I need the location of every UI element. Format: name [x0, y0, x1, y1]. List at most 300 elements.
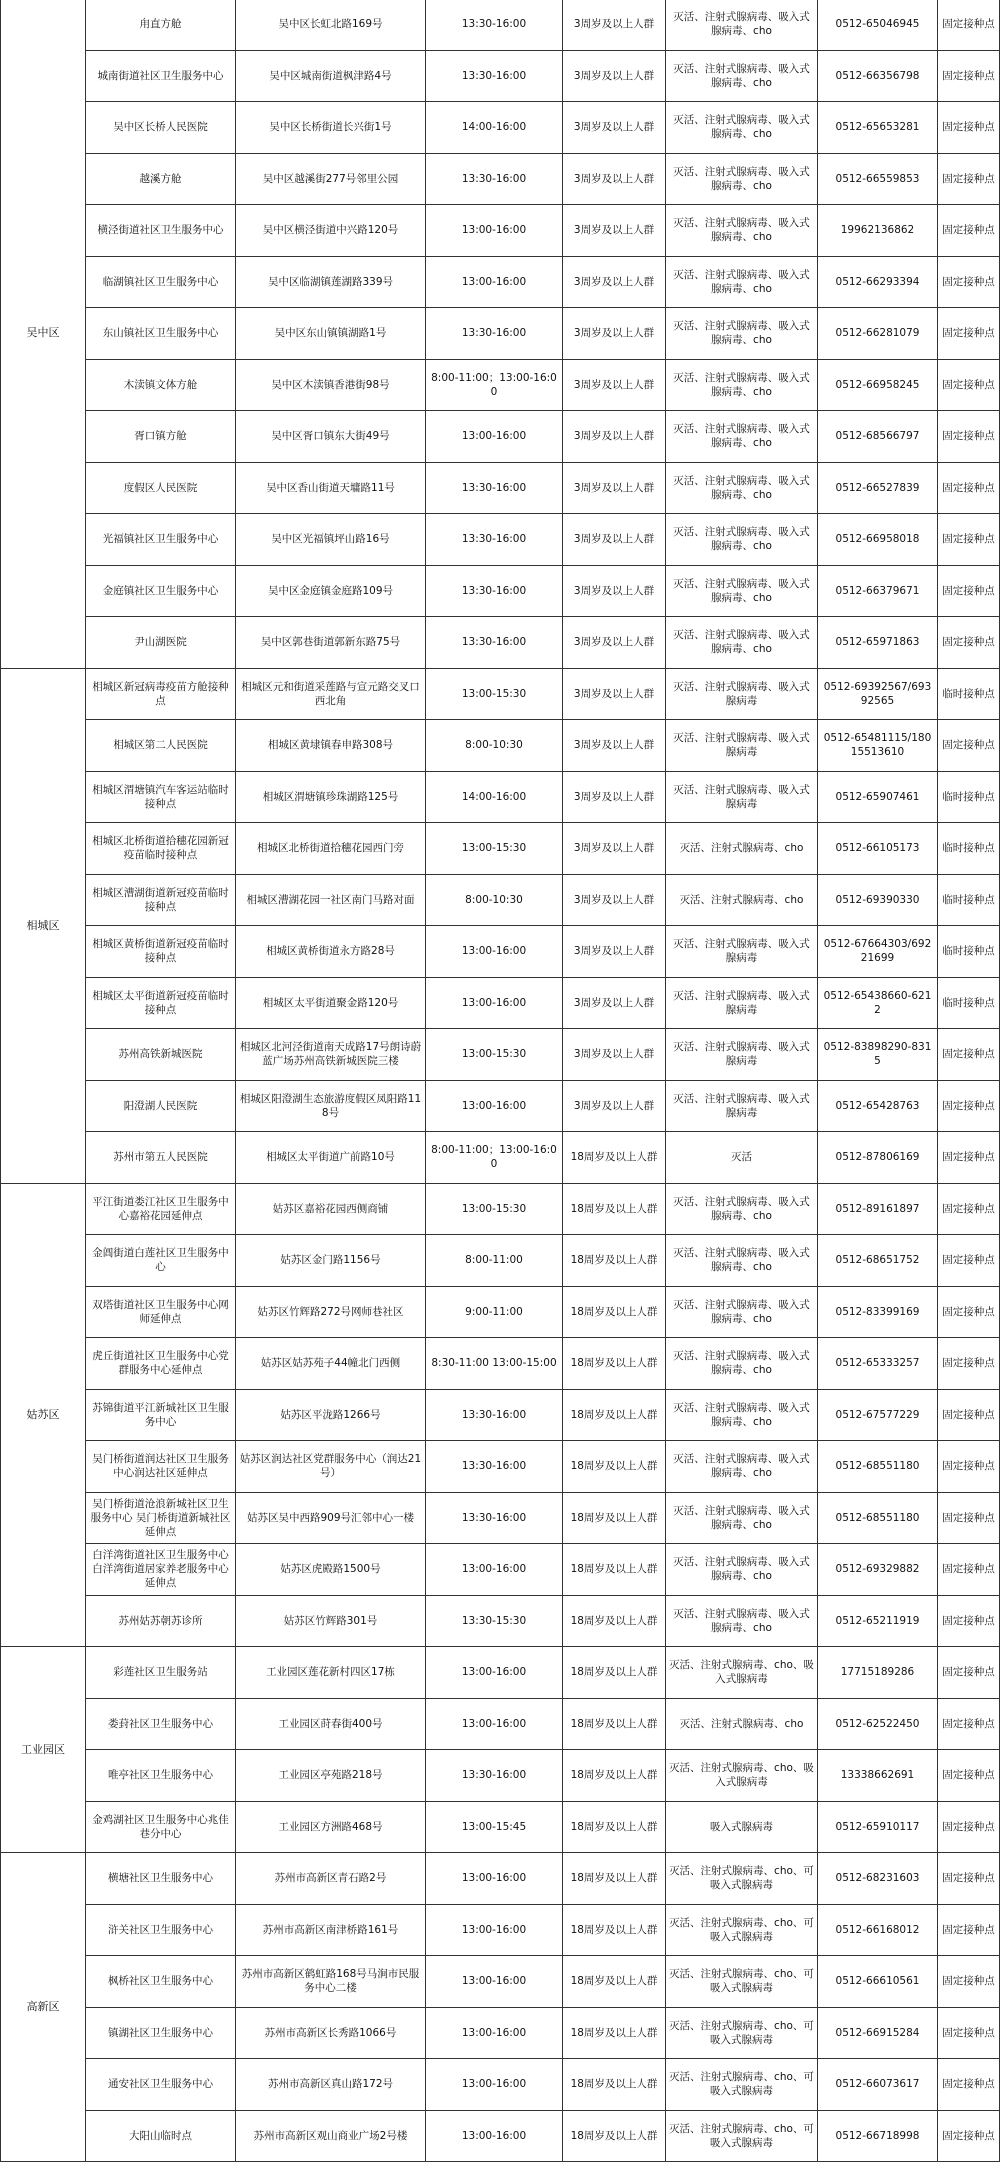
phone-cell: 0512-69329882: [818, 1544, 938, 1596]
table-row: [1, 1286, 1000, 1338]
phone-cell: 0512-66379671: [818, 565, 938, 617]
site-name-cell: 尹山湖医院: [86, 617, 236, 669]
phone-cell: 0512-65428763: [818, 1080, 938, 1132]
hours-cell: 8:30-11:00 13:00-15:00: [426, 1338, 563, 1390]
age-group-cell: 18周岁及以上人群: [563, 2110, 666, 2162]
site-kind-cell: 固定接种点: [938, 1750, 1000, 1802]
site-kind-cell: 固定接种点: [938, 1698, 1000, 1750]
hours-cell: 13:00-16:00: [426, 1698, 563, 1750]
site-kind-cell: 固定接种点: [938, 153, 1000, 205]
phone-cell: 0512-68551180: [818, 1441, 938, 1493]
site-kind-cell: 固定接种点: [938, 1956, 1000, 2008]
site-name-cell: 木渎镇文体方舱: [86, 359, 236, 411]
site-name-cell: 娄葑社区卫生服务中心: [86, 1698, 236, 1750]
site-kind-cell: 固定接种点: [938, 1904, 1000, 1956]
hours-cell: 8:00-10:30: [426, 720, 563, 772]
vaccine-type-cell: 灭活、注射式腺病毒、吸入式腺病毒: [666, 771, 818, 823]
vaccine-type-cell: 灭活、注射式腺病毒、吸入式腺病毒、cho: [666, 1544, 818, 1596]
hours-cell: 13:30-16:00: [426, 462, 563, 514]
table-row: [1, 308, 1000, 360]
address-cell: 相城区渭塘镇珍珠湖路125号: [236, 771, 426, 823]
site-kind-cell: 固定接种点: [938, 102, 1000, 154]
address-cell: 相城区北河泾街道南天成路17号朗诗蔚蓝广场苏州高铁新城医院三楼: [236, 1029, 426, 1081]
table-row: [1, 2059, 1000, 2111]
hours-cell: 13:30-16:00: [426, 1389, 563, 1441]
age-group-cell: 3周岁及以上人群: [563, 1029, 666, 1081]
table-row: [1, 823, 1000, 875]
table-row: [1, 1080, 1000, 1132]
phone-cell: 0512-67577229: [818, 1389, 938, 1441]
vaccine-type-cell: 灭活、注射式腺病毒、吸入式腺病毒: [666, 668, 818, 720]
hours-cell: 13:00-15:30: [426, 1029, 563, 1081]
vaccine-type-cell: 灭活、注射式腺病毒、吸入式腺病毒、cho: [666, 1492, 818, 1544]
address-cell: 工业园区莳春街400号: [236, 1698, 426, 1750]
vaccine-type-cell: 灭活、注射式腺病毒、吸入式腺病毒、cho: [666, 0, 818, 50]
vaccine-type-cell: 灭活、注射式腺病毒、吸入式腺病毒: [666, 720, 818, 772]
phone-cell: 0512-68551180: [818, 1492, 938, 1544]
hours-cell: 13:00-16:00: [426, 1080, 563, 1132]
site-name-cell: 双塔街道社区卫生服务中心网师延伸点: [86, 1286, 236, 1338]
phone-cell: 0512-66718998: [818, 2110, 938, 2162]
address-cell: 吴中区长桥街道长兴街1号: [236, 102, 426, 154]
site-kind-cell: 固定接种点: [938, 1132, 1000, 1184]
site-name-cell: 横塘社区卫生服务中心: [86, 1853, 236, 1905]
table-row: [1, 0, 1000, 50]
phone-cell: 0512-66073617: [818, 2059, 938, 2111]
site-kind-cell: 固定接种点: [938, 1338, 1000, 1390]
site-name-cell: 大阳山临时点: [86, 2110, 236, 2162]
site-name-cell: 相城区黄桥街道新冠疫苗临时接种点: [86, 926, 236, 978]
site-name-cell: 阳澄湖人民医院: [86, 1080, 236, 1132]
hours-cell: 13:00-16:00: [426, 1956, 563, 2008]
site-kind-cell: 固定接种点: [938, 1389, 1000, 1441]
hours-cell: 13:30-16:00: [426, 1441, 563, 1493]
phone-cell: 0512-66958245: [818, 359, 938, 411]
table-row: [1, 565, 1000, 617]
site-name-cell: 苏州姑苏朝苏诊所: [86, 1595, 236, 1647]
hours-cell: 13:30-16:00: [426, 1492, 563, 1544]
age-group-cell: 3周岁及以上人群: [563, 102, 666, 154]
hours-cell: 13:30-16:00: [426, 617, 563, 669]
address-cell: 姑苏区吴中西路909号汇邻中心一楼: [236, 1492, 426, 1544]
address-cell: 姑苏区竹辉路272号网师巷社区: [236, 1286, 426, 1338]
phone-cell: 0512-66281079: [818, 308, 938, 360]
age-group-cell: 3周岁及以上人群: [563, 823, 666, 875]
age-group-cell: 18周岁及以上人群: [563, 1904, 666, 1956]
age-group-cell: 3周岁及以上人群: [563, 205, 666, 257]
vaccine-type-cell: 灭活、注射式腺病毒、吸入式腺病毒、cho: [666, 514, 818, 566]
hours-cell: 13:00-16:00: [426, 411, 563, 463]
site-kind-cell: 临时接种点: [938, 823, 1000, 875]
phone-cell: 0512-87806169: [818, 1132, 938, 1184]
site-kind-cell: 固定接种点: [938, 2059, 1000, 2111]
table-row: [1, 1647, 1000, 1699]
district-cell: 姑苏区: [1, 1183, 86, 1647]
hours-cell: 13:30-16:00: [426, 565, 563, 617]
age-group-cell: 3周岁及以上人群: [563, 308, 666, 360]
address-cell: 吴中区光福镇坪山路16号: [236, 514, 426, 566]
table-row: [1, 1595, 1000, 1647]
phone-cell: 0512-66105173: [818, 823, 938, 875]
table-row: [1, 256, 1000, 308]
site-kind-cell: 固定接种点: [938, 1492, 1000, 1544]
hours-cell: 13:00-16:00: [426, 1647, 563, 1699]
site-name-cell: 通安社区卫生服务中心: [86, 2059, 236, 2111]
age-group-cell: 3周岁及以上人群: [563, 411, 666, 463]
address-cell: 吴中区胥口镇东大街49号: [236, 411, 426, 463]
phone-cell: 0512-66356798: [818, 50, 938, 102]
table-row: [1, 1956, 1000, 2008]
district-cell: 工业园区: [1, 1647, 86, 1853]
age-group-cell: 3周岁及以上人群: [563, 1080, 666, 1132]
hours-cell: 13:00-15:30: [426, 1183, 563, 1235]
table-row: [1, 720, 1000, 772]
site-kind-cell: 固定接种点: [938, 514, 1000, 566]
site-name-cell: 虎丘街道社区卫生服务中心党群服务中心延伸点: [86, 1338, 236, 1390]
phone-cell: 0512-65910117: [818, 1801, 938, 1853]
site-kind-cell: 临时接种点: [938, 977, 1000, 1029]
age-group-cell: 3周岁及以上人群: [563, 50, 666, 102]
vaccine-type-cell: 灭活、注射式腺病毒、cho、吸入式腺病毒: [666, 1647, 818, 1699]
site-name-cell: 度假区人民医院: [86, 462, 236, 514]
table-row: [1, 2007, 1000, 2059]
age-group-cell: 3周岁及以上人群: [563, 977, 666, 1029]
age-group-cell: 18周岁及以上人群: [563, 1492, 666, 1544]
table-row: [1, 2110, 1000, 2162]
phone-cell: 0512-65438660-6212: [818, 977, 938, 1029]
vaccine-type-cell: 灭活、注射式腺病毒、吸入式腺病毒、cho: [666, 1338, 818, 1390]
phone-cell: 0512-66958018: [818, 514, 938, 566]
hours-cell: 8:00-11:00；13:00-16:00: [426, 359, 563, 411]
hours-cell: 13:30-16:00: [426, 514, 563, 566]
age-group-cell: 18周岁及以上人群: [563, 1801, 666, 1853]
phone-cell: 0512-68651752: [818, 1235, 938, 1287]
address-cell: 姑苏区平泷路1266号: [236, 1389, 426, 1441]
vaccine-type-cell: 灭活、注射式腺病毒、吸入式腺病毒、cho: [666, 50, 818, 102]
site-kind-cell: 固定接种点: [938, 256, 1000, 308]
address-cell: 苏州市高新区长秀路1066号: [236, 2007, 426, 2059]
site-kind-cell: 固定接种点: [938, 565, 1000, 617]
table-row: [1, 411, 1000, 463]
hours-cell: 8:00-11:00: [426, 1235, 563, 1287]
vaccine-type-cell: 灭活、注射式腺病毒、吸入式腺病毒、cho: [666, 565, 818, 617]
age-group-cell: 3周岁及以上人群: [563, 720, 666, 772]
age-group-cell: 18周岁及以上人群: [563, 2007, 666, 2059]
site-name-cell: 枫桥社区卫生服务中心: [86, 1956, 236, 2008]
table-row: [1, 874, 1000, 926]
table-body: [1, 0, 1000, 2162]
site-name-cell: 吴门桥街道沧浪新城社区卫生服务中心 吴门桥街道新城社区延伸点: [86, 1492, 236, 1544]
age-group-cell: 3周岁及以上人群: [563, 514, 666, 566]
site-kind-cell: 固定接种点: [938, 359, 1000, 411]
site-name-cell: 相城区太平街道新冠疫苗临时接种点: [86, 977, 236, 1029]
hours-cell: 13:00-16:00: [426, 977, 563, 1029]
vaccine-type-cell: 灭活、注射式腺病毒、吸入式腺病毒、cho: [666, 308, 818, 360]
phone-cell: 0512-65907461: [818, 771, 938, 823]
site-name-cell: 白洋湾街道社区卫生服务中心白洋湾街道居家养老服务中心延伸点: [86, 1544, 236, 1596]
address-cell: 相城区北桥街道拾穗花园西门旁: [236, 823, 426, 875]
table-row: [1, 1132, 1000, 1184]
age-group-cell: 18周岁及以上人群: [563, 1647, 666, 1699]
age-group-cell: 3周岁及以上人群: [563, 565, 666, 617]
table-row: [1, 153, 1000, 205]
age-group-cell: 18周岁及以上人群: [563, 1853, 666, 1905]
vaccine-type-cell: 灭活、注射式腺病毒、吸入式腺病毒、cho: [666, 1389, 818, 1441]
address-cell: 苏州市高新区鹤虹路168号马涧市民服务中心二楼: [236, 1956, 426, 2008]
address-cell: 吴中区越溪街277号邻里公园: [236, 153, 426, 205]
address-cell: 相城区元和街道采莲路与宣元路交叉口西北角: [236, 668, 426, 720]
table-row: [1, 617, 1000, 669]
age-group-cell: 18周岁及以上人群: [563, 1132, 666, 1184]
site-kind-cell: 固定接种点: [938, 1544, 1000, 1596]
address-cell: 工业园区莲花新村四区17栋: [236, 1647, 426, 1699]
address-cell: 吴中区横泾街道中兴路120号: [236, 205, 426, 257]
site-kind-cell: 固定接种点: [938, 1801, 1000, 1853]
table-row: [1, 1235, 1000, 1287]
site-name-cell: 镇湖社区卫生服务中心: [86, 2007, 236, 2059]
vaccine-type-cell: 灭活、注射式腺病毒、吸入式腺病毒、cho: [666, 256, 818, 308]
table-row: [1, 1750, 1000, 1802]
vaccine-type-cell: 灭活、注射式腺病毒、cho、可吸入式腺病毒: [666, 1853, 818, 1905]
age-group-cell: 3周岁及以上人群: [563, 256, 666, 308]
address-cell: 吴中区城南街道枫津路4号: [236, 50, 426, 102]
age-group-cell: 18周岁及以上人群: [563, 1389, 666, 1441]
phone-cell: 0512-83399169: [818, 1286, 938, 1338]
age-group-cell: 18周岁及以上人群: [563, 1235, 666, 1287]
site-name-cell: 苏锦街道平江新城社区卫生服务中心: [86, 1389, 236, 1441]
table-row: [1, 1801, 1000, 1853]
vaccine-type-cell: 灭活、注射式腺病毒、吸入式腺病毒、cho: [666, 1595, 818, 1647]
hours-cell: 13:00-16:00: [426, 1853, 563, 1905]
phone-cell: 0512-65046945: [818, 0, 938, 50]
age-group-cell: 18周岁及以上人群: [563, 1183, 666, 1235]
address-cell: 苏州市高新区真山路172号: [236, 2059, 426, 2111]
site-kind-cell: 临时接种点: [938, 874, 1000, 926]
site-kind-cell: 固定接种点: [938, 2007, 1000, 2059]
age-group-cell: 18周岁及以上人群: [563, 1441, 666, 1493]
site-kind-cell: 固定接种点: [938, 411, 1000, 463]
site-name-cell: 相城区漕湖街道新冠疫苗临时接种点: [86, 874, 236, 926]
hours-cell: 13:30-16:00: [426, 153, 563, 205]
vaccine-type-cell: 灭活、注射式腺病毒、吸入式腺病毒、cho: [666, 1286, 818, 1338]
phone-cell: 0512-65333257: [818, 1338, 938, 1390]
site-name-cell: 金鸡湖社区卫生服务中心兆佳巷分中心: [86, 1801, 236, 1853]
hours-cell: 13:00-16:00: [426, 1904, 563, 1956]
table-row: [1, 514, 1000, 566]
vaccine-type-cell: 灭活、注射式腺病毒、吸入式腺病毒、cho: [666, 1441, 818, 1493]
address-cell: 吴中区长虹北路169号: [236, 0, 426, 50]
phone-cell: 0512-69390330: [818, 874, 938, 926]
district-cell: 相城区: [1, 668, 86, 1183]
phone-cell: 0512-65481115/18015513610: [818, 720, 938, 772]
age-group-cell: 18周岁及以上人群: [563, 1595, 666, 1647]
age-group-cell: 3周岁及以上人群: [563, 153, 666, 205]
phone-cell: 0512-89161897: [818, 1183, 938, 1235]
age-group-cell: 18周岁及以上人群: [563, 2059, 666, 2111]
address-cell: 吴中区郭巷街道郭新东路75号: [236, 617, 426, 669]
table-row: [1, 771, 1000, 823]
address-cell: 吴中区香山街道天墉路11号: [236, 462, 426, 514]
site-name-cell: 金庭镇社区卫生服务中心: [86, 565, 236, 617]
site-kind-cell: 临时接种点: [938, 771, 1000, 823]
site-name-cell: 胥口镇方舱: [86, 411, 236, 463]
table-row: [1, 1389, 1000, 1441]
site-kind-cell: 固定接种点: [938, 1183, 1000, 1235]
vaccine-type-cell: 灭活: [666, 1132, 818, 1184]
table-row: [1, 926, 1000, 978]
district-cell: 高新区: [1, 1853, 86, 2162]
site-kind-cell: 固定接种点: [938, 1647, 1000, 1699]
hours-cell: 14:00-16:00: [426, 771, 563, 823]
age-group-cell: 3周岁及以上人群: [563, 926, 666, 978]
vaccine-type-cell: 灭活、注射式腺病毒、吸入式腺病毒、cho: [666, 617, 818, 669]
table-row: [1, 1904, 1000, 1956]
address-cell: 吴中区木渎镇香港街98号: [236, 359, 426, 411]
hours-cell: 13:30-16:00: [426, 308, 563, 360]
address-cell: 工业园区亭苑路218号: [236, 1750, 426, 1802]
site-kind-cell: 固定接种点: [938, 2110, 1000, 2162]
table-row: [1, 977, 1000, 1029]
site-kind-cell: 固定接种点: [938, 205, 1000, 257]
vaccine-type-cell: 灭活、注射式腺病毒、吸入式腺病毒、cho: [666, 411, 818, 463]
address-cell: 相城区漕湖花园一社区南门马路对面: [236, 874, 426, 926]
phone-cell: 0512-62522450: [818, 1698, 938, 1750]
hours-cell: 8:00-10:30: [426, 874, 563, 926]
site-name-cell: 相城区渭塘镇汽车客运站临时接种点: [86, 771, 236, 823]
hours-cell: 13:30-16:00: [426, 0, 563, 50]
vaccine-type-cell: 灭活、注射式腺病毒、cho、可吸入式腺病毒: [666, 2110, 818, 2162]
site-name-cell: 苏州高铁新城医院: [86, 1029, 236, 1081]
site-name-cell: 横泾街道社区卫生服务中心: [86, 205, 236, 257]
vaccine-type-cell: 灭活、注射式腺病毒、吸入式腺病毒、cho: [666, 462, 818, 514]
vaccine-type-cell: 灭活、注射式腺病毒、cho、可吸入式腺病毒: [666, 2059, 818, 2111]
site-kind-cell: 临时接种点: [938, 926, 1000, 978]
site-name-cell: 相城区北桥街道拾穗花园新冠疫苗临时接种点: [86, 823, 236, 875]
site-name-cell: 唯亭社区卫生服务中心: [86, 1750, 236, 1802]
hours-cell: 13:30-15:30: [426, 1595, 563, 1647]
hours-cell: 13:00-16:00: [426, 926, 563, 978]
site-name-cell: 相城区新冠病毒疫苗方舱接种点: [86, 668, 236, 720]
hours-cell: 13:00-16:00: [426, 2007, 563, 2059]
phone-cell: 0512-66559853: [818, 153, 938, 205]
address-cell: 工业园区方洲路468号: [236, 1801, 426, 1853]
site-name-cell: 金阊街道白莲社区卫生服务中心: [86, 1235, 236, 1287]
address-cell: 姑苏区嘉裕花园西侧商铺: [236, 1183, 426, 1235]
phone-cell: 0512-66610561: [818, 1956, 938, 2008]
vaccine-type-cell: 灭活、注射式腺病毒、cho: [666, 874, 818, 926]
site-kind-cell: 固定接种点: [938, 1441, 1000, 1493]
vaccine-type-cell: 灭活、注射式腺病毒、吸入式腺病毒、cho: [666, 153, 818, 205]
age-group-cell: 3周岁及以上人群: [563, 462, 666, 514]
age-group-cell: 3周岁及以上人群: [563, 0, 666, 50]
age-group-cell: 3周岁及以上人群: [563, 874, 666, 926]
site-name-cell: 城南街道社区卫生服务中心: [86, 50, 236, 102]
address-cell: 相城区黄桥街道永方路28号: [236, 926, 426, 978]
vaccine-type-cell: 灭活、注射式腺病毒、吸入式腺病毒: [666, 926, 818, 978]
address-cell: 吴中区金庭镇金庭路109号: [236, 565, 426, 617]
phone-cell: 0512-65653281: [818, 102, 938, 154]
table-row: [1, 1544, 1000, 1596]
vaccine-type-cell: 灭活、注射式腺病毒、吸入式腺病毒、cho: [666, 205, 818, 257]
address-cell: 苏州市高新区南津桥路161号: [236, 1904, 426, 1956]
site-kind-cell: 固定接种点: [938, 720, 1000, 772]
hours-cell: 14:00-16:00: [426, 102, 563, 154]
table-row: [1, 102, 1000, 154]
phone-cell: 0512-66293394: [818, 256, 938, 308]
site-name-cell: 临湖镇社区卫生服务中心: [86, 256, 236, 308]
phone-cell: 0512-66527839: [818, 462, 938, 514]
age-group-cell: 3周岁及以上人群: [563, 771, 666, 823]
hours-cell: 13:30-16:00: [426, 1750, 563, 1802]
address-cell: 姑苏区金门路1156号: [236, 1235, 426, 1287]
table-row: [1, 1029, 1000, 1081]
hours-cell: 9:00-11:00: [426, 1286, 563, 1338]
vaccine-type-cell: 灭活、注射式腺病毒、吸入式腺病毒、cho: [666, 1235, 818, 1287]
age-group-cell: 18周岁及以上人群: [563, 1698, 666, 1750]
site-name-cell: 吴中区长桥人民医院: [86, 102, 236, 154]
site-kind-cell: 固定接种点: [938, 1853, 1000, 1905]
table-row: [1, 1183, 1000, 1235]
district-cell: 吴中区: [1, 0, 86, 668]
vaccine-type-cell: 灭活、注射式腺病毒、吸入式腺病毒: [666, 1029, 818, 1081]
site-kind-cell: 固定接种点: [938, 1029, 1000, 1081]
phone-cell: 17715189286: [818, 1647, 938, 1699]
site-kind-cell: 固定接种点: [938, 308, 1000, 360]
vaccine-type-cell: 灭活、注射式腺病毒、吸入式腺病毒: [666, 977, 818, 1029]
age-group-cell: 18周岁及以上人群: [563, 1956, 666, 2008]
age-group-cell: 3周岁及以上人群: [563, 617, 666, 669]
site-kind-cell: 固定接种点: [938, 1235, 1000, 1287]
vaccine-type-cell: 灭活、注射式腺病毒、吸入式腺病毒: [666, 1080, 818, 1132]
site-kind-cell: 固定接种点: [938, 1595, 1000, 1647]
vaccine-type-cell: 灭活、注射式腺病毒、cho、吸入式腺病毒: [666, 1750, 818, 1802]
age-group-cell: 18周岁及以上人群: [563, 1286, 666, 1338]
vaccine-type-cell: 灭活、注射式腺病毒、吸入式腺病毒、cho: [666, 1183, 818, 1235]
hours-cell: 13:00-15:45: [426, 1801, 563, 1853]
vaccine-type-cell: 灭活、注射式腺病毒、cho、可吸入式腺病毒: [666, 1956, 818, 2008]
table-row: [1, 1338, 1000, 1390]
address-cell: 姑苏区竹辉路301号: [236, 1595, 426, 1647]
address-cell: 相城区太平街道聚金路120号: [236, 977, 426, 1029]
table-row: [1, 359, 1000, 411]
phone-cell: 0512-68231603: [818, 1853, 938, 1905]
address-cell: 相城区太平街道广前路10号: [236, 1132, 426, 1184]
vaccine-type-cell: 灭活、注射式腺病毒、吸入式腺病毒、cho: [666, 359, 818, 411]
phone-cell: 19962136862: [818, 205, 938, 257]
site-kind-cell: 固定接种点: [938, 0, 1000, 50]
table-row: [1, 668, 1000, 720]
table-row: [1, 1441, 1000, 1493]
hours-cell: 13:00-16:00: [426, 2110, 563, 2162]
site-kind-cell: 固定接种点: [938, 617, 1000, 669]
age-group-cell: 18周岁及以上人群: [563, 1338, 666, 1390]
address-cell: 苏州市高新区青石路2号: [236, 1853, 426, 1905]
site-kind-cell: 固定接种点: [938, 50, 1000, 102]
site-name-cell: 吴门桥街道润达社区卫生服务中心润达社区延伸点: [86, 1441, 236, 1493]
age-group-cell: 18周岁及以上人群: [563, 1544, 666, 1596]
vaccine-type-cell: 灭活、注射式腺病毒、cho、可吸入式腺病毒: [666, 1904, 818, 1956]
address-cell: 吴中区东山镇镇湖路1号: [236, 308, 426, 360]
site-kind-cell: 固定接种点: [938, 1080, 1000, 1132]
vaccine-type-cell: 灭活、注射式腺病毒、吸入式腺病毒、cho: [666, 102, 818, 154]
vaccine-type-cell: 灭活、注射式腺病毒、cho: [666, 1698, 818, 1750]
vaccine-type-cell: 灭活、注射式腺病毒、cho、可吸入式腺病毒: [666, 2007, 818, 2059]
site-name-cell: 浒关社区卫生服务中心: [86, 1904, 236, 1956]
age-group-cell: 3周岁及以上人群: [563, 359, 666, 411]
hours-cell: 13:00-16:00: [426, 1544, 563, 1596]
vaccine-type-cell: 灭活、注射式腺病毒、cho: [666, 823, 818, 875]
address-cell: 姑苏区虎殿路1500号: [236, 1544, 426, 1596]
